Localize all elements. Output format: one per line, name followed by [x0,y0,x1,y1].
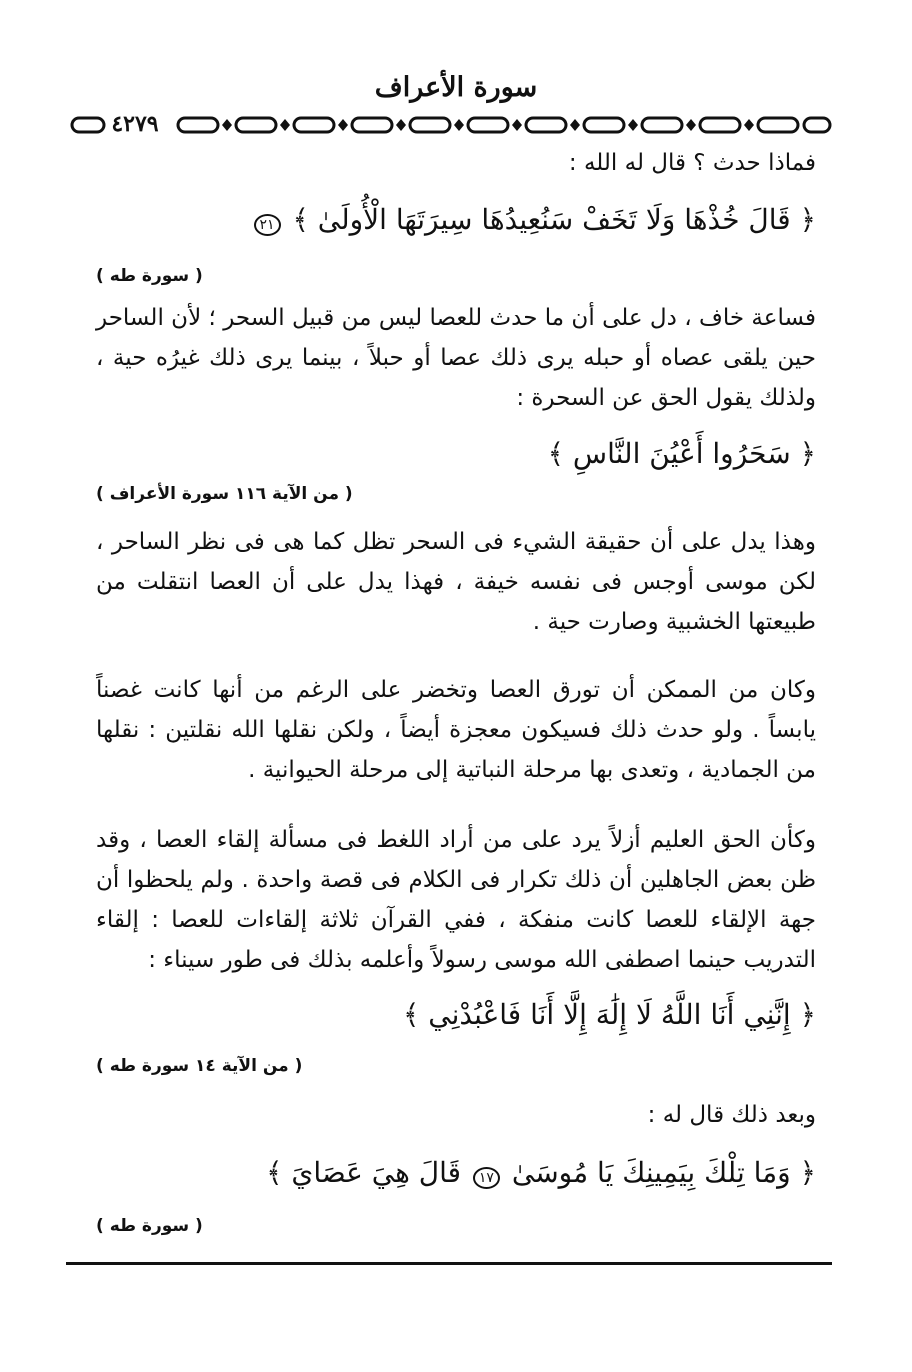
verse-reference: ( من الآية ١١٦ سورة الأعراف ) [96,484,353,504]
verse-reference: ( سورة طه ) [96,266,203,286]
verse-text: ﴿ قَالَ خُذْهَا وَلَا تَخَفْ سَنُعِيدُهَا سِيرَتَهَا الْأُولَىٰ ﴾ [292,203,816,236]
paragraph: وكأن الحق العليم أزلاً يرد على من أراد اللغط فى مسألة إلقاء العصا ، وقد ظن بعض الجاهلين أن ذلك تكرار فى الكلام فى قصة واحدة . ولم يلحظوا أن جهة الإلقاء للعصا كانت منفكة ، ففي القرآن ثلاثة إلقاءات للعصا : إلقاء التدريب حينما اصطفى الله موسى رسولاً وأعلمه بذلك فى طور سيناء : [96,827,816,973]
surah-title: سورة الأعراف [374,72,538,103]
chain-ornament-icon [70,112,832,138]
paragraph: فساعة خاف ، دل على أن ما حدث للعصا ليس من قبيل السحر ؛ لأن الساحر حين يلقى عصاه أو حبله يرى ذلك عصا أو حبلاً ، بينما يرى ذلك غيرُه حية ، ولذلك يقول الحق عن السحرة : [96,305,816,411]
intro-line: فماذا حدث ؟ قال له الله : [568,150,816,176]
quran-verse [266,1156,816,1189]
verse-reference: ( سورة طه ) [96,1216,203,1236]
verse-reference: ( من الآية ١٤ سورة طه ) [96,1056,303,1076]
bottom-divider [66,1262,832,1265]
paragraph: وهذا يدل على أن حقيقة الشيء فى السحر تظل كما هى فى نظر الساحر ، لكن موسى أوجس فى نفسه خيفة ، فهذا يدل على أن العصا انتقلت من طبيعتها الخشبية وصارت حية . [96,529,816,635]
verse-text: قَالَ هِيَ عَصَايَ ﴾ [266,1156,461,1189]
quran-verse: ﴿ سَحَرُوا أَعْيُنَ النَّاسِ ﴾ [547,437,816,470]
quran-verse: ﴿ إِنَّنِي أَنَا اللَّهُ لَا إِلَٰهَ إِلَّا أَنَا فَاعْبُدْنِي ﴾ [402,998,816,1031]
header-ornament-border [70,112,832,138]
quran-verse [251,203,816,236]
intro-line: وبعد ذلك قال له : [647,1102,816,1128]
paragraph: وكان من الممكن أن تورق العصا وتخضر على الرغم من أنها كانت غصناً يابساً . ولو حدث ذلك فسيكون معجزة أيضاً ، ولكن نقلها الله نقلتين : نقلها من الجمادية ، وتعدى بها مرحلة النباتية إلى مرحلة الحيوانية . [96,677,816,783]
ayah-number-badge: ١٧ [473,1167,500,1189]
verse-text: ﴿ وَمَا تِلْكَ بِيَمِينِكَ يَا مُوسَىٰ [511,1156,816,1189]
ayah-number-badge: ٢١ [254,214,281,236]
page-number: ٤٢٧٩ [106,110,164,138]
